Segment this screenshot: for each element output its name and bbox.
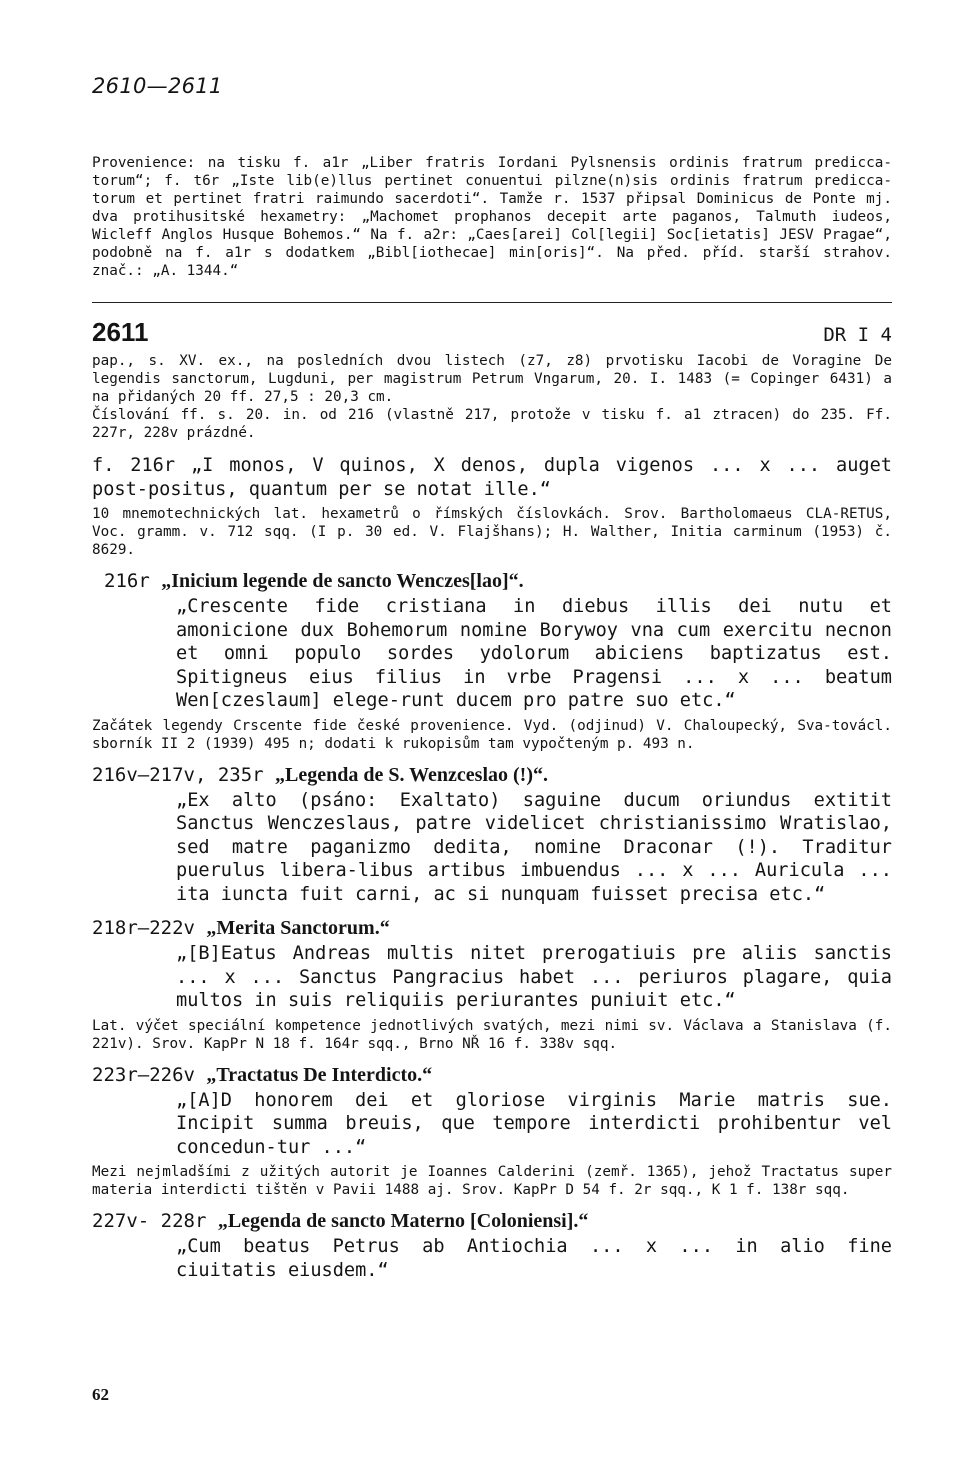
item-title: „Tractatus De Interdicto.“ — [206, 1063, 433, 1086]
item-text: „I monos, V quinos, X denos, dupla vigenos ... x ... auget post-positus, quantum per se notat ille.“ — [92, 455, 892, 500]
item-incipit: „Crescente fide cristiana in diebus illis dei nutu et amonicione dux Bohemorum nomine Borywoy vna cum exercitu necnon et omni populo sordes ydolorum abiciens baptizatus est. Spitigneus eius filius in vrbe Pragensi ... x ... beatum Wen[czeslaum] elege-runt ducem pro patre suo etc.“ — [176, 596, 892, 711]
item-incipit: „[A]D honorem dei et gloriose virginis Marie matris sue. Incipit summa breuis, que tempore interdicti prohibentur vel concedun-tur ...“ — [176, 1089, 892, 1158]
item-heading — [92, 569, 892, 593]
section-divider — [92, 302, 892, 303]
item-note: 10 mnemotechnických lat. hexametrů o římských číslovkách. Srov. Bartholomaeus CLA-RETUS, Voc. gramm. v. 712 sqq. (I p. 30 ed. V. Flajšhans); H. Walther, Initia carminum (1953) č. 8629. — [92, 506, 892, 558]
item-title: „Legenda de sancto Materno [Coloniensi].“ — [217, 1210, 589, 1232]
document-page — [92, 74, 892, 1282]
shelf-signature: DR I 4 — [823, 324, 892, 346]
item-note: Mezi nejmladšími z užitých autorit je Ioannes Calderini (zemř. 1365), jehož Tractatus super materia interdicti tištěn v Pavii 1488 aj. Srov. KapPr D 54 f. 2r sqq., K 1 f. 138r sqq. — [92, 1164, 892, 1198]
item-title: „Merita Sanctorum.“ — [206, 917, 390, 939]
item-folio: 216r — [104, 570, 150, 592]
entry-description: pap., s. XV. ex., na posledních dvou listech (z7, z8) prvotisku Iacobi de Voragine De legendis sanctorum, Lugduni, per magistrum Petrum Vngarum, 20. I. 1483 (= Copinger 6431) a na přidaných 20 ff. 27,5 : 20,3 cm. — [92, 353, 892, 405]
item-heading — [92, 1209, 892, 1233]
item-folio: 223r—226v — [92, 1063, 195, 1086]
item-216r-verses — [92, 454, 892, 501]
entry-foliation: Číslování ff. s. 20. in. od 216 (vlastně 217, protože v tisku f. a1 ztracen) do 235. Ff. 227r, 228v prázdné. — [92, 407, 892, 441]
item-folio: f. 216r — [92, 455, 176, 476]
item-heading — [92, 1063, 892, 1087]
item-folio: 218r—222v — [92, 917, 195, 939]
item-incipit: „Ex alto (psáno: Exaltato) saguine ducum oriundus extitit Sanctus Wenczeslaus, patre videlicet christianissimo Wratislao, sed matre paganizmo dedita, nomine Draconar (!). Traditur puerulus libera-libus artibus imbuendus ... x ... Auricula ... ita iuncta fuit carni, ac si nunquam fuisset precisa etc.“ — [176, 789, 892, 905]
item-heading — [92, 916, 892, 940]
page-number: 62 — [92, 1385, 109, 1404]
item-title: „Inicium legende de sancto Wenczes[lao]“. — [161, 570, 524, 592]
item-folio: 216v—217v, 235r — [92, 763, 264, 786]
item-note: Lat. výčet speciální kompetence jednotlivých svatých, mezi nimi sv. Václava a Stanislava (f. 221v). Srov. KapPr N 18 f. 164r sqq., Brno NŘ 16 f. 338v sqq. — [92, 1017, 892, 1052]
item-folio: 227v- 228r — [92, 1210, 207, 1232]
entry-header — [92, 317, 892, 348]
item-incipit: „[B]Eatus Andreas multis nitet prerogatiuis pre aliis sanctis ... x ... Sanctus Pangracius habet ... periuros plagare, quia multos in suis reliquiis periurantes puniuit etc.“ — [176, 943, 892, 1011]
entry-number: 2611 — [92, 317, 149, 347]
item-incipit: „Cum beatus Petrus ab Antiochia ... x ... in alio fine ciuitatis eiusdem.“ — [176, 1236, 892, 1281]
item-title: „Legenda de S. Wenzceslao (!)“. — [275, 763, 548, 786]
running-head: 2610—2611 — [92, 74, 223, 98]
item-heading — [92, 763, 892, 787]
provenance-paragraph: Provenience: na tisku f. a1r „Liber fratris Iordani Pylsnensis ordinis fratrum predicca-torum“; f. t6r „Iste lib(e)llus pertinet conuentui pilzne(n)sis ordinis fratrum predicca-torum et pertinet fratri raimundo sacerdoti“. Tamže r. 1537 připsal Dominicus de Ponte mj. dva protihusitské hexametry: „Machomet prophanos decepit arte paganos, Talmuth iudeos, Wicleff Anglos Husque Bohemos.“ Na f. a2r: „Caes[arei] Col[legii] Soc[ietatis] JESV Pragae“, podobně na f. a1r s dodatkem „Bibl[iothecae] min[oris]“. Na před. příd. starší strahov. znač.: „A. 1344.“ — [92, 155, 892, 279]
item-note: Začátek legendy Crscente fide české provenience. Vyd. (odjinud) V. Chaloupecký, Sva-továcl. sborník II 2 (1939) 495 n; dodati k rukopisům tam vypočteným p. 493 n. — [92, 717, 892, 752]
